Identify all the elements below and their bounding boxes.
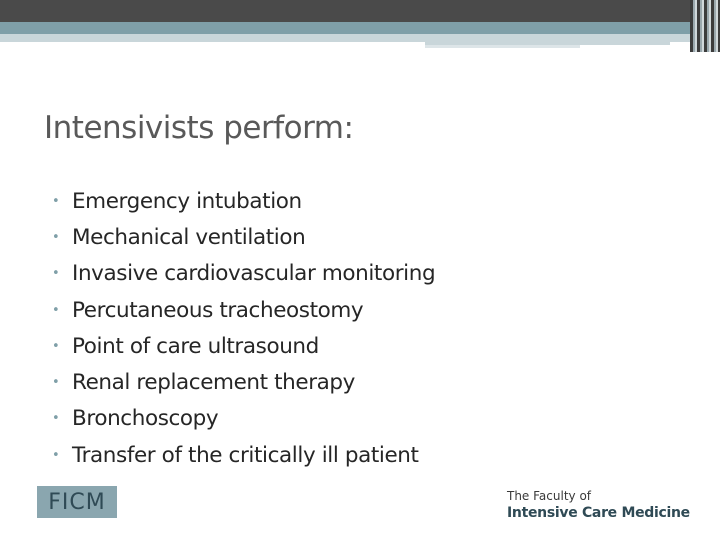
- bullet-icon: •: [52, 302, 60, 318]
- bullet-text: Bronchoscopy: [72, 406, 219, 432]
- ficm-logo-text: FICM: [48, 489, 106, 515]
- corner-stripes-decoration: [690, 0, 720, 52]
- top-band-teal: [0, 22, 720, 34]
- bullet-icon: •: [52, 375, 60, 391]
- faculty-name-line2: Intensive Care Medicine: [507, 505, 690, 521]
- bullet-icon: •: [52, 447, 60, 463]
- top-band-dark: [0, 0, 720, 22]
- bullet-item: [52, 328, 435, 364]
- bullet-item: [52, 256, 435, 292]
- bullet-icon: •: [52, 193, 60, 209]
- bullet-item: [52, 183, 435, 219]
- bullet-item: [52, 401, 435, 437]
- bullet-text: Invasive cardiovascular monitoring: [72, 261, 436, 287]
- bullet-item: [52, 292, 435, 328]
- bullet-list: [52, 183, 435, 473]
- bullet-text: Emergency intubation: [72, 188, 302, 214]
- bullet-text: Percutaneous tracheostomy: [72, 297, 364, 323]
- bullet-text: Renal replacement therapy: [72, 370, 355, 396]
- slide-title: Intensivists perform:: [44, 110, 354, 146]
- ficm-logo: [37, 486, 117, 518]
- top-band-pale: [0, 34, 720, 42]
- bullet-icon: •: [52, 411, 60, 427]
- bullet-icon: •: [52, 229, 60, 245]
- bullet-icon: •: [52, 266, 60, 282]
- bullet-text: Transfer of the critically ill patient: [72, 442, 419, 468]
- faculty-logo: [507, 490, 690, 520]
- bullet-item: [52, 364, 435, 400]
- bullet-item: [52, 437, 435, 473]
- bullet-item: [52, 219, 435, 255]
- bullet-text: Point of care ultrasound: [72, 333, 319, 359]
- bullet-text: Mechanical ventilation: [72, 224, 306, 250]
- faculty-name-line1: The Faculty of: [507, 489, 592, 503]
- top-accent-line-short: [425, 45, 580, 48]
- bullet-icon: •: [52, 338, 60, 354]
